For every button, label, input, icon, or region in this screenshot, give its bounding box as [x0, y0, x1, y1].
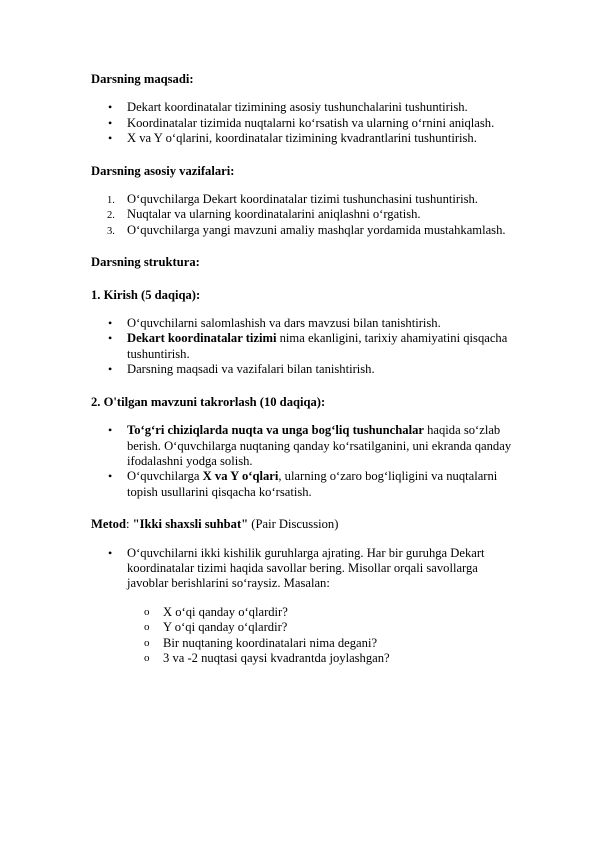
questions-list [91, 605, 521, 667]
method-name: "Ikki shaxsli suhbat" [132, 517, 249, 532]
method-note: (Pair Discussion) [248, 517, 339, 532]
tasks-heading: Darsning asosiy vazifalari: [91, 163, 235, 178]
bold-term: To‘g‘ri chiziqlarda nuqta va unga bog‘liq tushunchalar [127, 423, 424, 438]
list-item: • X va Y o‘qlarini, koordinatalar tizimining kvadrantlarini tushuntirish. [91, 131, 521, 146]
item-number: 1. [107, 195, 115, 207]
question-item: o 3 va -2 nuqtasi qaysi kvadrantda joylashgan? [91, 651, 521, 666]
list-item [91, 331, 521, 362]
bold-term: Dekart koordinatalar tizimi [127, 331, 277, 346]
part1-heading: 1. Kirish (5 daqiqa): [91, 287, 201, 302]
document-body [91, 72, 521, 666]
list-item [91, 423, 521, 469]
item-text: O‘quvchilarga [127, 469, 203, 484]
item-text: Nuqtalar va ularning koordinatalarini aniqlashni o‘rgatish. [127, 207, 421, 222]
list-item: • O‘quvchilarni salomlashish va dars mavzusi bilan tanishtirish. [91, 316, 521, 331]
item-text: , ularning o‘zaro bog‘liqligini va nuqtalarni topish usullarini qisqacha ko‘rsatish. [127, 469, 498, 499]
item-text: O‘quvchilarga yangi mavzuni amaliy mashqlar yordamida mustahkamlash. [127, 222, 506, 237]
list-item [91, 223, 521, 238]
part1-list [91, 316, 521, 378]
method-line [91, 517, 521, 532]
question-item: o X o‘qi qanday o‘qlardir? [91, 605, 521, 620]
item-number: 2. [107, 210, 115, 222]
list-item: • Darsning maqsadi va vazifalari bilan tanishtirish. [91, 362, 521, 377]
list-item: • Dekart koordinatalar tizimining asosiy tushunchalarini tushuntirish. [91, 100, 521, 115]
item-text: O‘quvchilarga Dekart koordinatalar tizimi tushunchasini tushuntirish. [127, 192, 478, 207]
question-item: o Bir nuqtaning koordinatalari nima degani? [91, 636, 521, 651]
goal-list [91, 100, 521, 146]
structure-heading: Darsning struktura: [91, 255, 200, 270]
part2-list [91, 423, 521, 500]
goal-heading: Darsning maqsadi: [91, 72, 194, 86]
list-item [91, 469, 521, 500]
bold-term: X va Y o‘qlari [202, 469, 279, 484]
method-separator: : [125, 517, 133, 532]
method-list [91, 546, 521, 592]
method-label: Metod [91, 517, 126, 532]
question-item: o Y o‘qi qanday o‘qlardir? [91, 620, 521, 635]
item-number: 3. [107, 225, 115, 237]
list-item: • Koordinatalar tizimida nuqtalarni ko‘rsatish va ularning o‘rnini aniqlash. [91, 116, 521, 131]
item-text: nima ekanligini, tarixiy ahamiyatini qisqacha tushuntirish. [127, 331, 508, 361]
item-text: haqida so‘zlab berish. O‘quvchilarga nuqtaning qanday ko‘rsatilganini, uni ekranda qanday ifodalashni yodga solish. [127, 423, 512, 468]
tasks-list [91, 192, 521, 238]
list-item [91, 207, 521, 222]
part2-heading: 2. O'tilgan mavzuni takrorlash (10 daqiqa): [91, 394, 326, 409]
list-item [91, 192, 521, 207]
list-item: • O‘quvchilarni ikki kishilik guruhlarga ajrating. Har bir guruhga Dekart koordinatalar tizimi haqida savollar bering. Misollar orqali savollarga javoblar berishlarini so‘raysiz. Masalan: [91, 546, 521, 592]
